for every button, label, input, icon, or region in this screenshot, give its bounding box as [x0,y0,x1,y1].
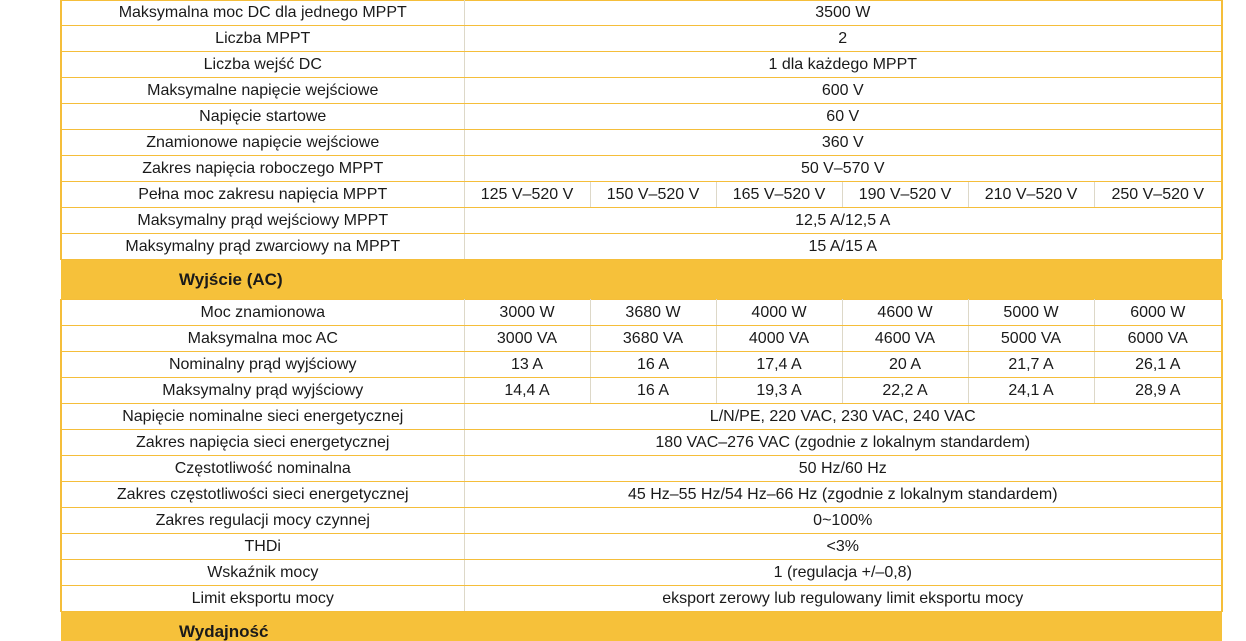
spec-row [61,78,1222,104]
row-value: 1 dla każdego MPPT [464,52,1222,78]
model-value-cell: 6000 VA [1094,326,1222,352]
model-value-cell: 190 V–520 V [842,182,968,208]
row-value: eksport zerowy lub regulowany limit eksportu mocy [464,586,1222,612]
row-label: Znamionowe napięcie wejściowe [61,130,464,156]
row-value: <3% [464,534,1222,560]
model-value-cell: 150 V–520 V [590,182,716,208]
spec-row [61,130,1222,156]
spec-row [61,52,1222,78]
model-value-cell: 3680 VA [590,326,716,352]
model-value-cell: 3000 W [464,300,590,326]
row-label: Limit eksportu mocy [61,586,464,612]
spec-row [61,456,1222,482]
row-value: 180 VAC–276 VAC (zgodnie z lokalnym standardem) [464,430,1222,456]
model-value-cell: 14,4 A [464,378,590,404]
model-value-cell: 125 V–520 V [464,182,590,208]
section-header-ac [61,260,1222,300]
row-label: Liczba MPPT [61,26,464,52]
model-value-cell: 210 V–520 V [968,182,1094,208]
row-label: Maksymalny prąd wyjściowy [61,378,464,404]
model-value-cell: 5000 VA [968,326,1094,352]
row-label: Maksymalna moc AC [61,326,464,352]
row-label: Zakres częstotliwości sieci energetycznej [61,482,464,508]
row-label: Napięcie nominalne sieci energetycznej [61,404,464,430]
row-label: Maksymalne napięcie wejściowe [61,78,464,104]
spec-row [61,586,1222,612]
model-value-cell: 16 A [590,352,716,378]
model-value-cell: 3000 VA [464,326,590,352]
model-value-cell: 4000 VA [716,326,842,352]
row-label: Moc znamionowa [61,300,464,326]
model-value-cell: 6000 W [1094,300,1222,326]
spec-row-mppt-range [61,182,1222,208]
model-value-cell: 250 V–520 V [1094,182,1222,208]
row-label: Zakres napięcia sieci energetycznej [61,430,464,456]
spec-row [61,404,1222,430]
section-header-efficiency [61,612,1222,641]
section-title: Wyjście (AC) [61,260,1222,300]
row-label: Zakres regulacji mocy czynnej [61,508,464,534]
model-value-cell: 3680 W [590,300,716,326]
section-title: Wydajność [61,612,1222,641]
row-label: Częstotliwość nominalna [61,456,464,482]
row-value: 50 V–570 V [464,156,1222,182]
spec-row [61,208,1222,234]
row-label: THDi [61,534,464,560]
spec-row-model [61,300,1222,326]
row-label: Maksymalny prąd zwarciowy na MPPT [61,234,464,260]
model-value-cell: 21,7 A [968,352,1094,378]
row-value: L/N/PE, 220 VAC, 230 VAC, 240 VAC [464,404,1222,430]
row-value: 2 [464,26,1222,52]
spec-row-model [61,378,1222,404]
row-label: Maksymalny prąd wejściowy MPPT [61,208,464,234]
row-value: 3500 W [464,1,1222,26]
row-value: 45 Hz–55 Hz/54 Hz–66 Hz (zgodnie z lokalnym standardem) [464,482,1222,508]
model-value-cell: 26,1 A [1094,352,1222,378]
model-value-cell: 22,2 A [842,378,968,404]
spec-row [61,234,1222,260]
row-label: Pełna moc zakresu napięcia MPPT [61,182,464,208]
model-value-cell: 16 A [590,378,716,404]
model-value-cell: 17,4 A [716,352,842,378]
model-value-cell: 5000 W [968,300,1094,326]
spec-row [61,508,1222,534]
row-value: 60 V [464,104,1222,130]
row-label: Zakres napięcia roboczego MPPT [61,156,464,182]
spec-row-model [61,352,1222,378]
spec-row [61,482,1222,508]
row-label: Wskaźnik mocy [61,560,464,586]
row-label: Liczba wejść DC [61,52,464,78]
spec-row [61,26,1222,52]
spec-row-model [61,326,1222,352]
row-value: 12,5 A/12,5 A [464,208,1222,234]
model-value-cell: 28,9 A [1094,378,1222,404]
row-value: 50 Hz/60 Hz [464,456,1222,482]
row-label: Nominalny prąd wyjściowy [61,352,464,378]
spec-row [61,104,1222,130]
row-value: 360 V [464,130,1222,156]
model-value-cell: 13 A [464,352,590,378]
model-value-cell: 4600 W [842,300,968,326]
model-value-cell: 4000 W [716,300,842,326]
model-value-cell: 24,1 A [968,378,1094,404]
model-value-cell: 19,3 A [716,378,842,404]
spec-table-body [61,1,1222,641]
spec-row [61,560,1222,586]
spec-row [61,534,1222,560]
spec-row [61,156,1222,182]
row-value: 1 (regulacja +/–0,8) [464,560,1222,586]
model-value-cell: 165 V–520 V [716,182,842,208]
row-label: Maksymalna moc DC dla jednego MPPT [61,1,464,26]
row-value: 0~100% [464,508,1222,534]
row-label: Napięcie startowe [61,104,464,130]
model-value-cell: 4600 VA [842,326,968,352]
row-value: 15 A/15 A [464,234,1222,260]
row-value: 600 V [464,78,1222,104]
spec-row [61,430,1222,456]
spec-row [61,1,1222,26]
model-value-cell: 20 A [842,352,968,378]
spec-table [60,0,1223,641]
